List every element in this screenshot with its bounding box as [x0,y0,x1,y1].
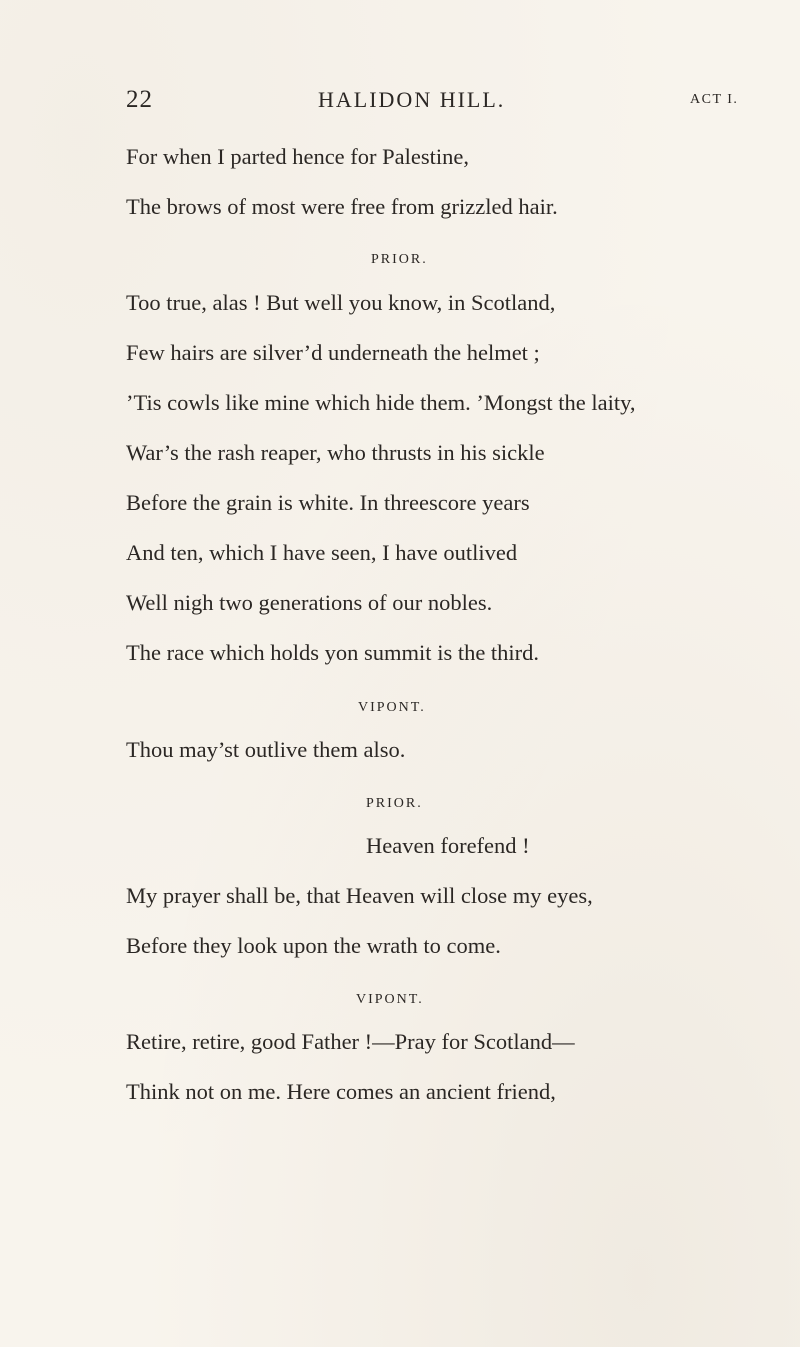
running-title: HALIDON HILL. [318,87,506,112]
verse-line: Think not on me. Here comes an ancient friend, [126,1079,556,1104]
verse-line: Before they look upon the wrath to come. [126,933,501,958]
verse-line: War’s the rash reaper, who thrusts in his sickle [126,440,545,465]
verse-line: Too true, alas ! But well you know, in Scotland, [126,290,556,315]
verse-line: Heaven forefend ! [366,833,530,858]
verse-line: Well nigh two generations of our nobles. [126,590,493,615]
verse-line: Thou may’st outlive them also. [126,737,406,762]
act-label: ACT I. [690,92,739,107]
verse-line: For when I parted hence for Palestine, [126,144,470,169]
verse-line: ’Tis cowls like mine which hide them. ’Mongst the laity, [126,390,636,415]
verse-line: The race which holds yon summit is the third. [126,640,540,665]
page-number: 22 [126,86,153,113]
speaker-name: VIPONT. [358,700,426,715]
verse-line: Retire, retire, good Father !—Pray for Scotland— [126,1029,575,1054]
speaker-name: PRIOR. [366,796,423,811]
speaker-name: PRIOR. [371,252,428,267]
verse-line: And ten, which I have seen, I have outlived [126,540,518,565]
verse-line: The brows of most were free from grizzled hair. [126,194,558,219]
speaker-name: VIPONT. [356,992,424,1007]
verse-line: My prayer shall be, that Heaven will close my eyes, [126,883,593,908]
verse-line: Before the grain is white. In threescore years [126,490,530,515]
verse-line: Few hairs are silver’d underneath the helmet ; [126,340,540,365]
